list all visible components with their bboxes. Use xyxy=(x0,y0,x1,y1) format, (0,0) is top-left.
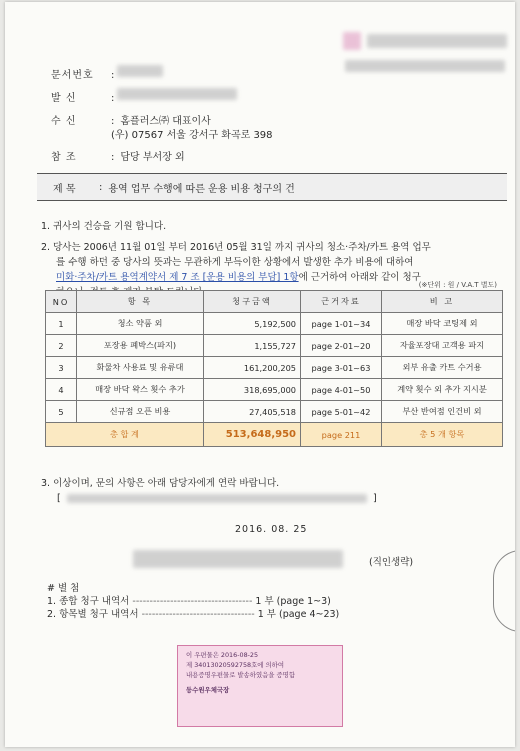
doc-number-label: 문서번호 xyxy=(51,70,94,81)
annex-section xyxy=(47,582,339,621)
annex-item: 1. 종합 청구 내역서 ----------------------------------- 1 부 (page 1~3) xyxy=(47,596,331,607)
reference-label: 참 조 xyxy=(51,152,77,163)
postmark-seal xyxy=(493,550,515,632)
annex-title: # 별 첨 xyxy=(47,583,80,594)
recipient-address: (우) 07567 서울 강서구 화곡로 398 xyxy=(111,130,273,141)
total-note: 총 5 개 항목 xyxy=(382,423,503,447)
contact-bracket-open: [ xyxy=(57,493,61,504)
subject-label: 제 목 xyxy=(53,183,76,195)
table-row: 4 매장 바닥 왁스 횟수 추가 318,695,000 page 4-01~50 계약 횟수 외 추가 지시분 xyxy=(46,379,503,401)
recipient-label: 수 신 xyxy=(51,116,77,127)
recipient-address-row xyxy=(111,126,273,141)
subject-text: 용역 업무 수행에 따른 운용 비용 청구의 건 xyxy=(108,183,295,195)
table-row: 5 신규점 오픈 비용 27,405,518 page 5-01~42 부산 반여점 인건비 외 xyxy=(46,401,503,423)
table-row: 2 포장용 폐박스(파지) 1,155,727 page 2-01~20 자율포장대 고객용 파지 xyxy=(46,335,503,357)
table-row: 3 화물차 사용료 및 유류대 161,200,205 page 3-01~63 외부 유출 카트 수거용 xyxy=(46,357,503,379)
col-header-remarks: 비 고 xyxy=(382,291,503,313)
redacted-sender-company xyxy=(133,550,343,568)
annex-item: 2. 항목별 청구 내역서 --------------------------------- 1 부 (page 4~23) xyxy=(47,609,340,620)
reference-row: 참 조 : 담당 부서장 외 xyxy=(51,148,185,163)
certified-mail-stamp: 이 우편물은 2016-08-25 제 34013020592758호에 의하여 내용증명우편물로 발송하였음을 증명함 등수원우체국장 xyxy=(177,645,343,727)
sender-row: 발 신 : xyxy=(51,89,120,104)
total-amount: 513,648,950 xyxy=(204,423,301,447)
contact-bracket-close: ] xyxy=(373,493,377,504)
doc-number-row: 문서번호 : xyxy=(51,66,120,81)
redacted-contact xyxy=(67,494,367,503)
table-total-row xyxy=(46,423,503,447)
document-page xyxy=(5,2,515,747)
col-header-reference: 근거자료 xyxy=(301,291,382,313)
total-page: page 211 xyxy=(301,423,382,447)
body-item-3: 3. 이상이며, 문의 사항은 아래 담당자에게 연락 바랍니다. xyxy=(41,478,280,489)
col-header-amount: 청구금액 xyxy=(204,291,301,313)
recipient-name: 홈플러스㈜ 대표이사 xyxy=(120,116,211,127)
redacted-doc-number xyxy=(117,65,163,77)
unit-note: (※단위 : 원 / V.A.T 별도) xyxy=(418,281,497,289)
body-item-2-line2: 를 수행 하던 중 당사의 뜻과는 무관하게 부득이한 상황에서 발생한 추가 비용에 대하여 xyxy=(56,257,414,268)
redacted-logo xyxy=(343,32,361,50)
body-item-2-line1: 2. 당사는 2006년 11월 01일 부터 2016년 05월 31일 까지 귀사의 청소·주차/카트 용역 업무 xyxy=(41,242,431,253)
subject-box: 제 목 : 용역 업무 수행에 따른 운용 비용 청구의 건 xyxy=(37,173,507,201)
body-item-2-line3: 미화·주차/카트 용역계약서 제 7 조 [운용 비용의 부담] 1항에 근거하여 아래와 같이 청구 xyxy=(56,272,421,283)
claim-table xyxy=(45,290,503,447)
redacted-company-info xyxy=(345,60,505,72)
table-row: 1 청소 약품 외 5,192,500 page 1-01~34 매장 바닥 코팅제 외 xyxy=(46,313,503,335)
body-item-1: 1. 귀사의 건승을 기원 합니다. xyxy=(41,221,167,232)
seal-omitted-note: (직인생략) xyxy=(369,557,414,568)
sender-label: 발 신 xyxy=(51,93,77,104)
total-label: 총 합 계 xyxy=(46,423,204,447)
table-header-row xyxy=(46,291,503,313)
col-header-item: 항 목 xyxy=(77,291,204,313)
document-date: 2016. 08. 25 xyxy=(235,524,308,535)
recipient-row: 수 신 : 홈플러스㈜ 대표이사 xyxy=(51,112,211,127)
col-header-no: NO xyxy=(46,291,77,313)
redacted-sender xyxy=(117,88,237,100)
redacted-company-name xyxy=(367,34,507,48)
contract-clause-link[interactable]: 미화·주차/카트 용역계약서 제 7 조 [운용 비용의 부담] 1항 xyxy=(56,272,299,283)
reference-value: 담당 부서장 외 xyxy=(120,152,185,163)
